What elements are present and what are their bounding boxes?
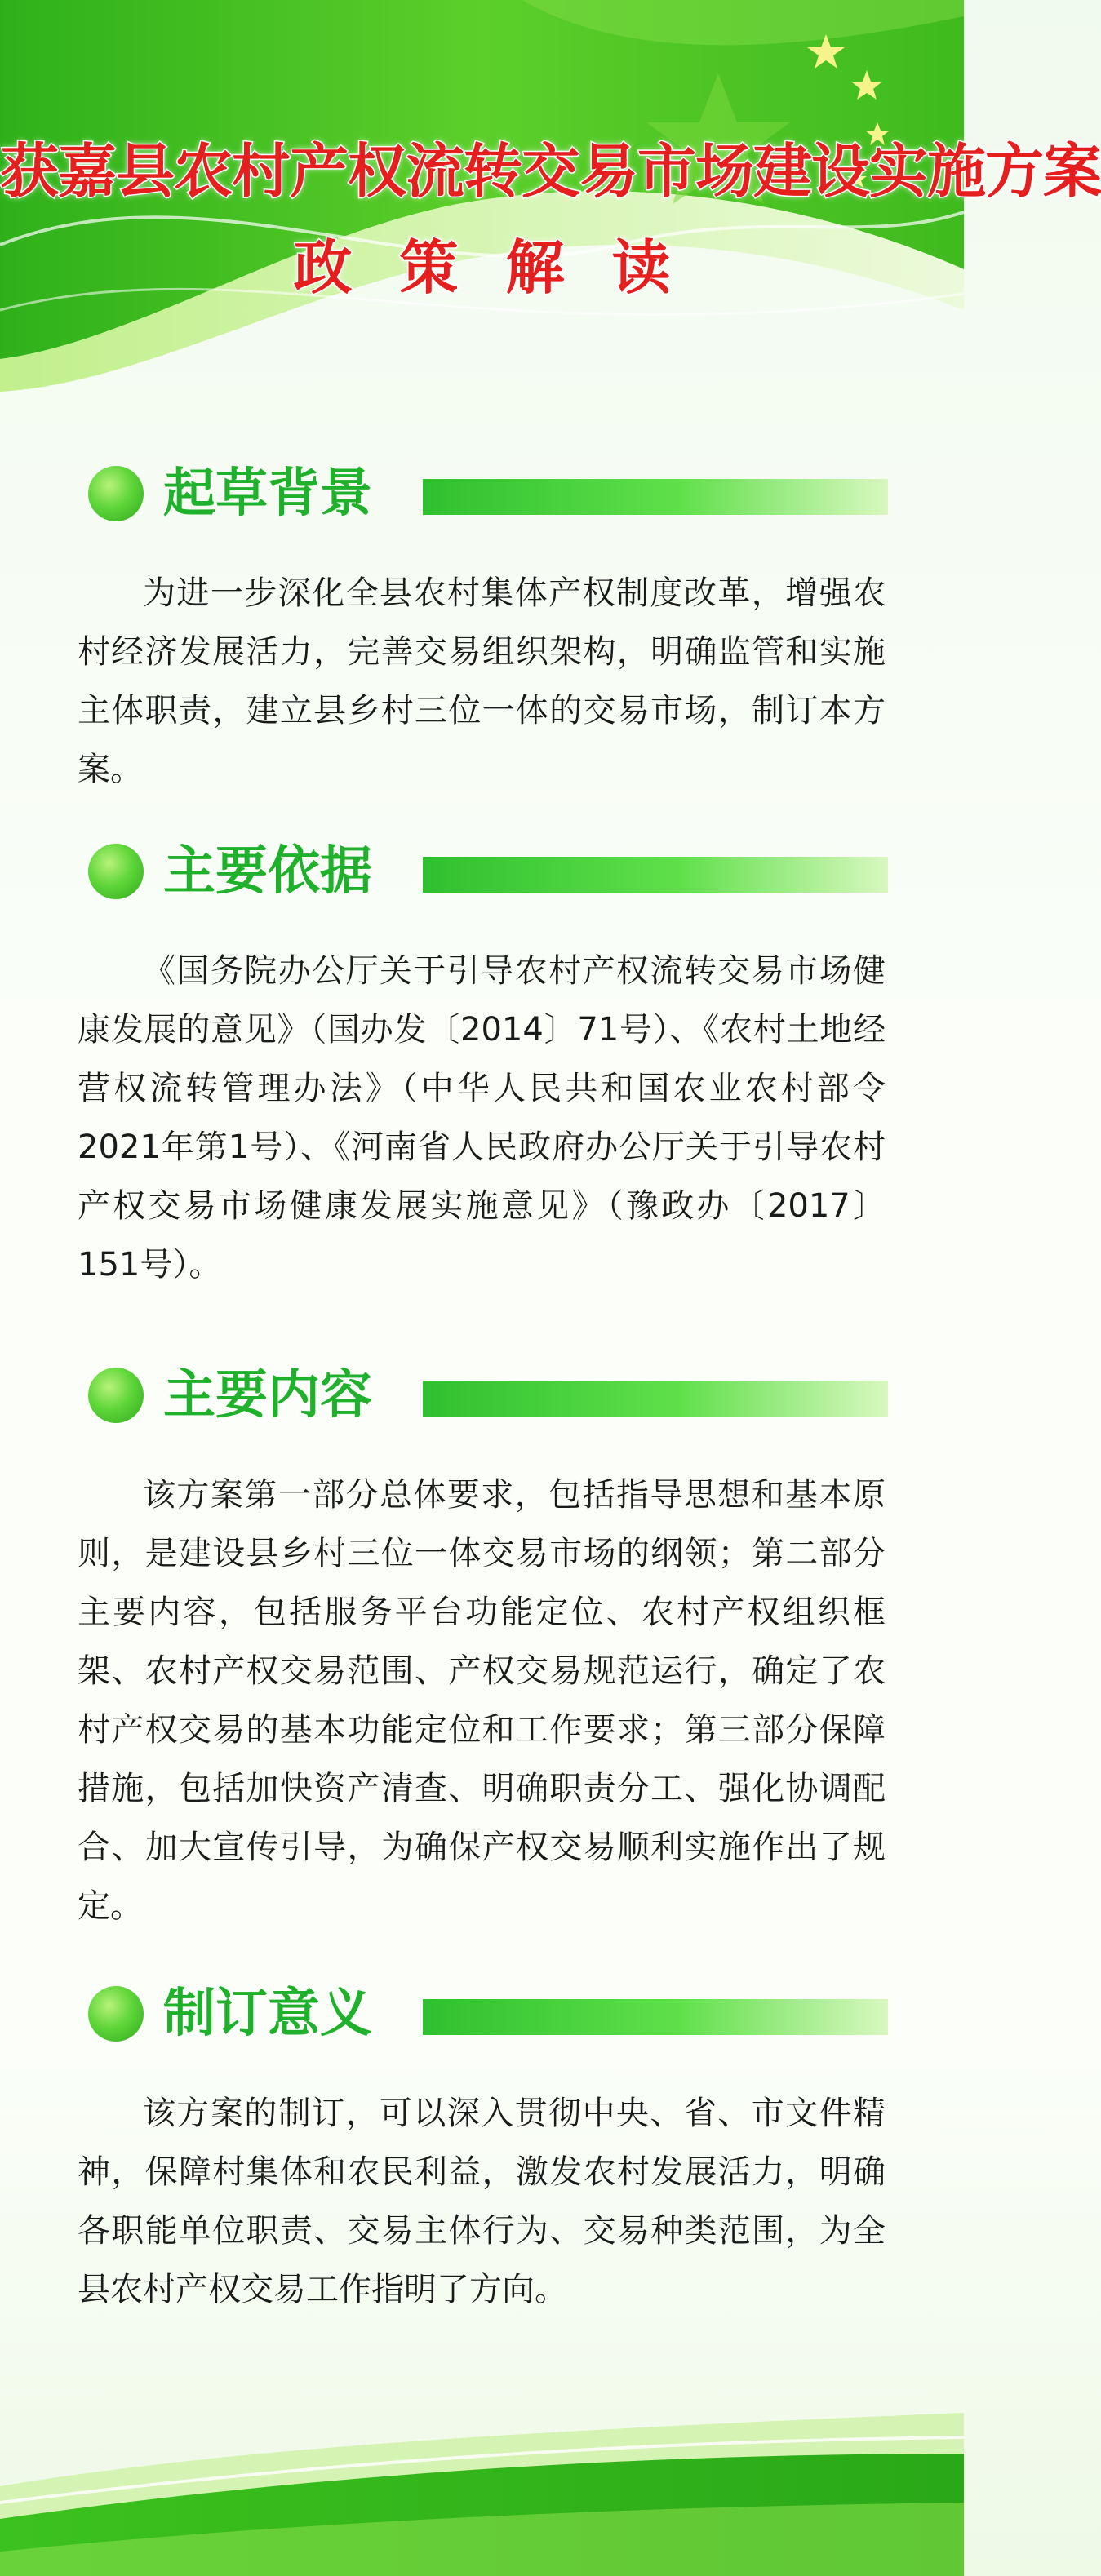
section-header: [0, 831, 964, 912]
bullet-dot-icon: [88, 466, 144, 521]
section-header: [0, 1973, 964, 2055]
section-header: [0, 1355, 964, 1436]
section-heading-bar: [423, 1999, 888, 2035]
section-body: 该方案的制订，可以深入贯彻中央、省、市文件精神，保障村集体和农民利益，激发农村发展活力，明确各职能单位职责、交易主体行为、交易种类范围，为全县农村产权交易工作指明了方向。: [78, 2095, 886, 2308]
section-heading: 起草背景: [163, 463, 372, 524]
section-content: [0, 1355, 964, 1935]
bottom-banner-decoration: [0, 2364, 964, 2576]
section-body: 为进一步深化全县农村集体产权制度改革，增强农村经济发展活力，完善交易组织架构，明确监管和实施主体职责，建立县乡村三位一体的交易市场，制订本方案。: [78, 574, 886, 788]
page-subtitle: 政策解读: [293, 233, 718, 302]
section-heading: 主要内容: [163, 1365, 372, 1425]
bullet-dot-icon: [88, 844, 144, 899]
section-significance: [0, 1973, 964, 2319]
section-background: [0, 453, 964, 799]
section-heading-bar: [423, 1381, 888, 1417]
section-body: 该方案第一部分总体要求，包括指导思想和基本原则，是建设县乡村三位一体交易市场的纲领；第二部分主要内容，包括服务平台功能定位、农村产权组织框架、农村产权交易范围、产权交易规范运行，确定了农村产权交易的基本功能定位和工作要求；第三部分保障措施，包括加快资产清查、明确职责分工、强化协调配合、加大宣传引导，为确保产权交易顺利实施作出了规定。: [78, 1476, 886, 1925]
section-heading-bar: [423, 857, 888, 893]
section-heading: 制订意义: [163, 1984, 372, 2044]
bullet-dot-icon: [88, 1986, 144, 2042]
section-basis: [0, 831, 964, 1294]
section-heading-bar: [423, 479, 888, 515]
page-title: 获嘉县农村产权流转交易市场建设实施方案: [0, 137, 1101, 206]
section-header: [0, 453, 964, 534]
title-block: [0, 131, 1101, 307]
section-body: 《国务院办公厅关于引导农村产权流转交易市场健康发展的意见》（国办发〔2014〕71号）、《农村土地经营权流转管理办法》（中华人民共和国农业农村部令2021年第1号）、《河南省人民政府办公厅关于引导农村产权交易市场健康发展实施意见》（豫政办〔2017〕151号）。: [78, 952, 886, 1284]
bullet-dot-icon: [88, 1368, 144, 1423]
section-heading: 主要依据: [163, 841, 372, 902]
